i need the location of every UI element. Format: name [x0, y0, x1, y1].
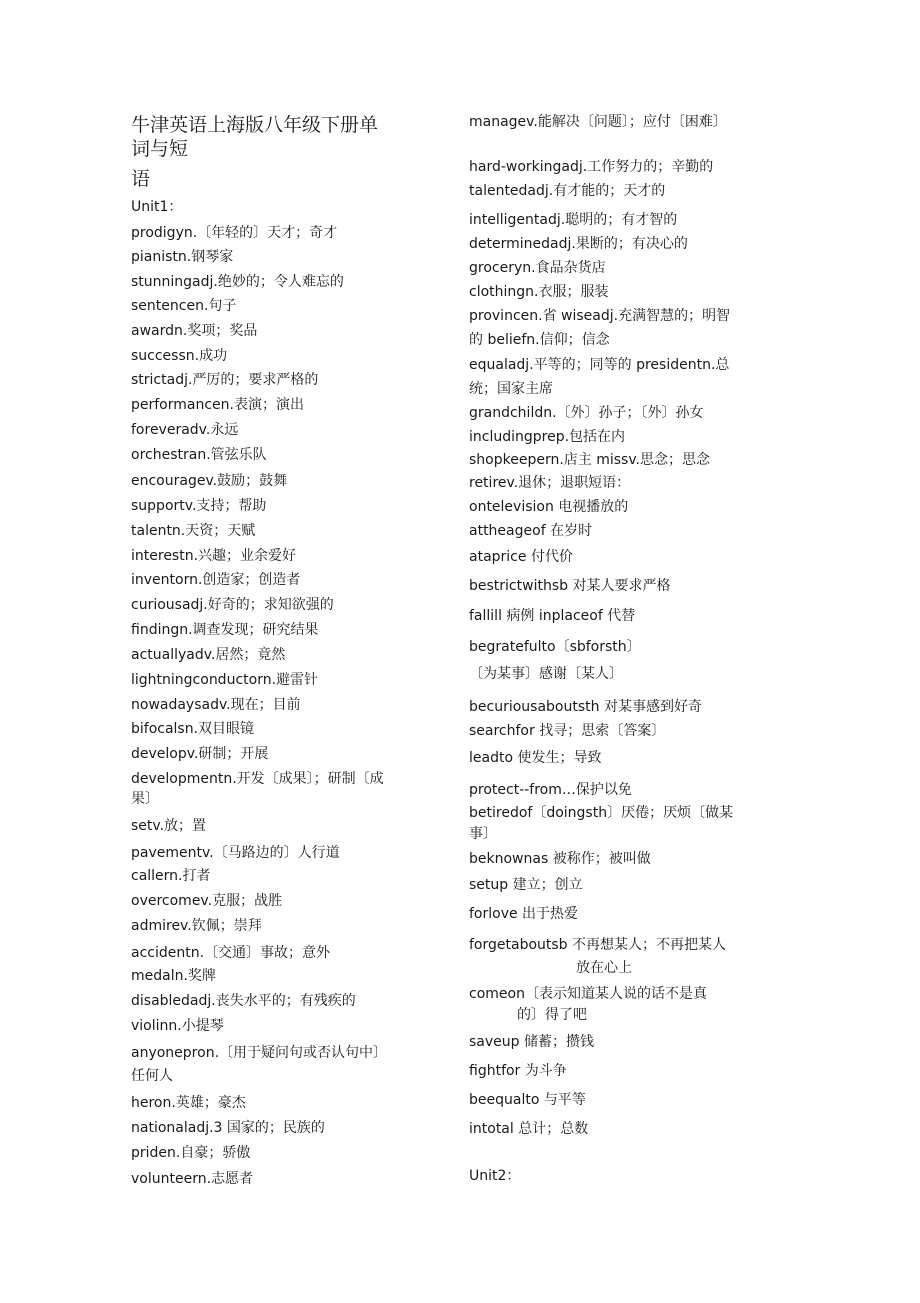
phrase-entry: begratefulto〔sbforsth〕 [469, 639, 641, 655]
vocab-entry: foreveradv.永远 [131, 422, 239, 438]
phrase-entry: protect--from…保护以免 [469, 782, 632, 798]
vocab-entry: heron.英雄；豪杰 [131, 1095, 246, 1111]
vocab-entry: talentedadj.有才能的；天才的 [469, 183, 666, 199]
vocab-entry: hard-workingadj.工作努力的；辛勤的 [469, 159, 714, 175]
vocab-entry: overcomev.克服；战胜 [131, 893, 283, 909]
vocab-entry: awardn.奖项；奖品 [131, 323, 258, 339]
vocab-entry: sentencen.句子 [131, 298, 237, 314]
vocab-entry: setv.放；置 [131, 818, 207, 834]
vocab-entry: talentn.天资；天赋 [131, 523, 256, 539]
phrase-entry: ontelevision 电视播放的 [469, 499, 629, 515]
vocab-entry: callern.打者 [131, 868, 211, 884]
phrase-entry: attheageof 在岁时 [469, 523, 593, 539]
vocab-entry-continued: 的 beliefn.信仰；信念 [469, 332, 610, 348]
vocab-entry: volunteern.志愿者 [131, 1171, 254, 1187]
vocab-entry: orchestran.管弦乐队 [131, 447, 267, 463]
vocab-entry: violinn.小提琴 [131, 1018, 224, 1034]
vocab-entry: developmentn.开发〔成果〕；研制〔成 [131, 771, 384, 787]
vocab-entry: performancen.表演；演出 [131, 397, 304, 413]
doc-title-line-1: 牛津英语上海版八年级下册单 [131, 114, 379, 136]
vocab-entry: bifocalsn.双目眼镜 [131, 721, 255, 737]
vocab-entry: grandchildn.〔外〕孙子；〔外〕孙女 [469, 405, 704, 421]
phrase-entry: fallill 病例 inplaceof 代替 [469, 608, 636, 624]
phrase-entry-continued: 〔为某事〕感谢〔某人〕 [469, 666, 623, 682]
phrase-entry: ataprice 付代价 [469, 549, 573, 565]
vocab-entry: curiousadj.好奇的；求知欲强的 [131, 597, 334, 613]
vocab-entry: developv.研制；开展 [131, 746, 269, 762]
vocab-entry: actuallyadv.居然；竟然 [131, 647, 286, 663]
doc-title-line-3: 语 [131, 168, 151, 190]
vocab-entry: priden.自豪；骄傲 [131, 1145, 251, 1161]
phrase-entry: forlove 出于热爱 [469, 906, 579, 922]
vocab-entry: shopkeepern.店主 missv.思念；思念 [469, 452, 711, 468]
doc-title-line-2: 词与短 [131, 138, 189, 160]
phrase-entry-continued: 放在心上 [576, 960, 632, 976]
phrase-entry: beequalto 与平等 [469, 1092, 586, 1108]
vocab-entry: interestn.兴趣；业余爱好 [131, 548, 297, 564]
vocab-entry: retirev.退休；退职短语： [469, 475, 631, 491]
vocab-entry: intelligentadj.聪明的；有才智的 [469, 212, 678, 228]
vocab-entry-continued: 统；国家主席 [469, 381, 553, 397]
phrase-entry: becuriousaboutsth 对某事感到好奇 [469, 699, 702, 715]
vocab-entry: successn.成功 [131, 348, 228, 364]
phrase-entry: leadto 使发生；导致 [469, 750, 602, 766]
vocab-entry-continued: 果〕 [131, 791, 159, 807]
vocab-entry: provincen.省 wiseadj.充满智慧的；明智 [469, 308, 731, 324]
phrase-entry: betiredof〔doingsth〕厌倦；厌烦〔做某 [469, 805, 734, 821]
vocab-entry: nationaladj.3 国家的；民族的 [131, 1120, 325, 1136]
vocab-entry: clothingn.衣服；服装 [469, 284, 609, 300]
unit-heading: Unit1： [131, 199, 183, 215]
vocab-entry: medaln.奖牌 [131, 968, 216, 984]
vocab-entry: pianistn.钢琴家 [131, 249, 234, 265]
vocab-entry: admirev.钦佩；崇拜 [131, 918, 262, 934]
vocab-entry: strictadj.严厉的；要求严格的 [131, 372, 319, 388]
unit-heading: Unit2： [469, 1168, 521, 1184]
vocab-entry: inventorn.创造家；创造者 [131, 572, 301, 588]
vocab-entry: disabledadj.丧失水平的；有残疾的 [131, 993, 356, 1009]
vocab-entry: encouragev.鼓励；鼓舞 [131, 473, 288, 489]
vocab-entry: accidentn.〔交通〕事故；意外 [131, 945, 331, 961]
phrase-entry: setup 建立；创立 [469, 877, 583, 893]
phrase-entry: fightfor 为斗争 [469, 1063, 567, 1079]
phrase-entry: saveup 储蓄；攒钱 [469, 1034, 594, 1050]
vocab-entry: determinedadj.果断的；有决心的 [469, 236, 688, 252]
vocab-entry-continued: 任何人 [131, 1068, 173, 1084]
phrase-entry: bestrictwithsb 对某人要求严格 [469, 578, 671, 594]
phrase-entry-continued: 事〕 [469, 826, 497, 842]
vocab-entry: stunningadj.绝妙的；令人难忘的 [131, 274, 344, 290]
vocab-entry: equaladj.平等的；同等的 presidentn.总 [469, 357, 730, 373]
phrase-entry: beknownas 被称作；被叫做 [469, 851, 651, 867]
vocab-entry: groceryn.食品杂货店 [469, 260, 606, 276]
vocab-entry: pavementv.〔马路边的〕人行道 [131, 845, 340, 861]
vocab-entry: nowadaysadv.现在；目前 [131, 697, 301, 713]
vocab-entry: lightningconductorn.避雷针 [131, 672, 319, 688]
vocab-entry: findingn.调查发现；研究结果 [131, 622, 319, 638]
vocab-entry: prodigyn.〔年轻的〕天才；奇才 [131, 225, 338, 241]
vocab-entry: anyonepron.〔用于疑问句或否认句中〕 [131, 1045, 388, 1061]
phrase-entry: comeon〔表示知道某人说的话不是真 [469, 986, 707, 1002]
phrase-entry: searchfor 找寻；思索〔答案〕 [469, 723, 666, 739]
vocab-entry: supportv.支持；帮助 [131, 498, 267, 514]
phrase-entry: intotal 总计；总数 [469, 1121, 589, 1137]
phrase-entry: forgetaboutsb 不再想某人；不再把某人 [469, 937, 727, 953]
vocab-entry: managev.能解决〔问题〕；应付〔困难〕 [469, 114, 727, 130]
vocab-entry: includingprep.包括在内 [469, 429, 626, 445]
phrase-entry-continued: 的〕得了吧 [517, 1007, 587, 1023]
